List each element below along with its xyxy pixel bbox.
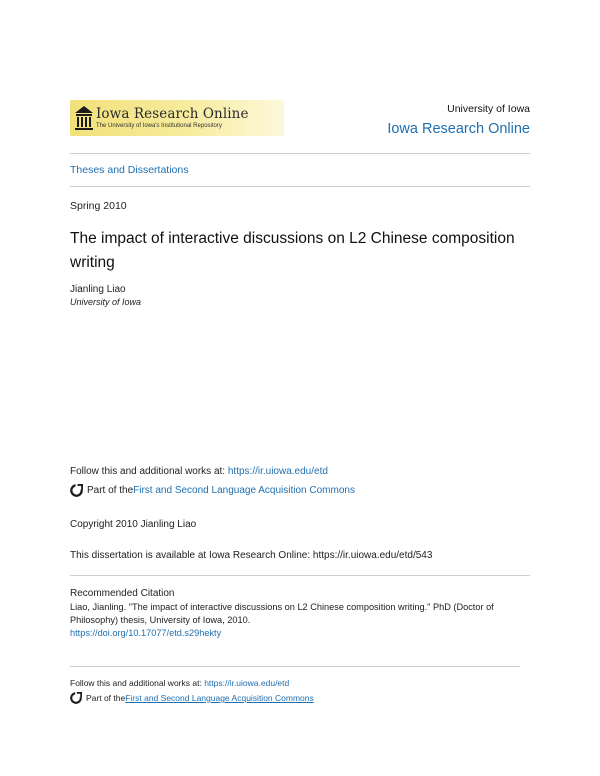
footer-part-of-line: Part of the First and Second Language Acquisition Commons [70,692,314,704]
building-icon [74,105,94,131]
copyright: Copyright 2010 Jianling Liao [70,519,197,530]
citation-heading: Recommended Citation [70,588,175,599]
author-name: Jianling Liao [70,284,126,295]
footer-commons-link[interactable]: First and Second Language Acquisition Commons [125,693,314,703]
divider [70,666,520,667]
iro-logo [70,100,284,136]
citation-text: Liao, Jianling. "The impact of interactive discussions on L2 Chinese composition writing." PhD (Doctor of Philosophy) thesis, University of Iowa, 2010. https://doi.org/10.17077/etd.s29hekty [70,602,494,638]
part-of-line: Part of the First and Second Language Acquisition Commons [70,484,355,497]
divider [70,186,530,187]
author-affiliation: University of Iowa [70,297,142,307]
commons-link[interactable]: First and Second Language Acquisition Commons [133,485,355,496]
collection-link[interactable]: Theses and Dissertations [70,164,189,176]
logo-title: Iowa Research Online [96,106,249,122]
footer-follow-link[interactable]: https://ir.uiowa.edu/etd [204,678,290,688]
availability-statement: This dissertation is available at Iowa Research Online: https://ir.uiowa.edu/etd/543 [70,550,433,561]
document-title: The impact of interactive discussions on L2 Chinese composition writing [70,230,515,271]
follow-link[interactable]: https://ir.uiowa.edu/etd [227,466,328,477]
repository-link[interactable]: Iowa Research Online [387,121,530,137]
logo-subtitle: The University of Iowa's Institutional Repository [96,123,222,129]
divider [70,575,530,576]
publication-date: Spring 2010 [70,200,127,212]
open-access-icon [70,484,83,497]
doi-link[interactable]: https://doi.org/10.17077/etd.s29hekty [70,628,222,638]
follow-line: Follow this and additional works at: https://ir.uiowa.edu/etd [70,466,328,477]
footer-follow-line: Follow this and additional works at: https://ir.uiowa.edu/etd [70,678,290,688]
institution-name: University of Iowa [447,103,530,115]
open-access-icon [70,692,82,704]
divider [70,153,530,154]
